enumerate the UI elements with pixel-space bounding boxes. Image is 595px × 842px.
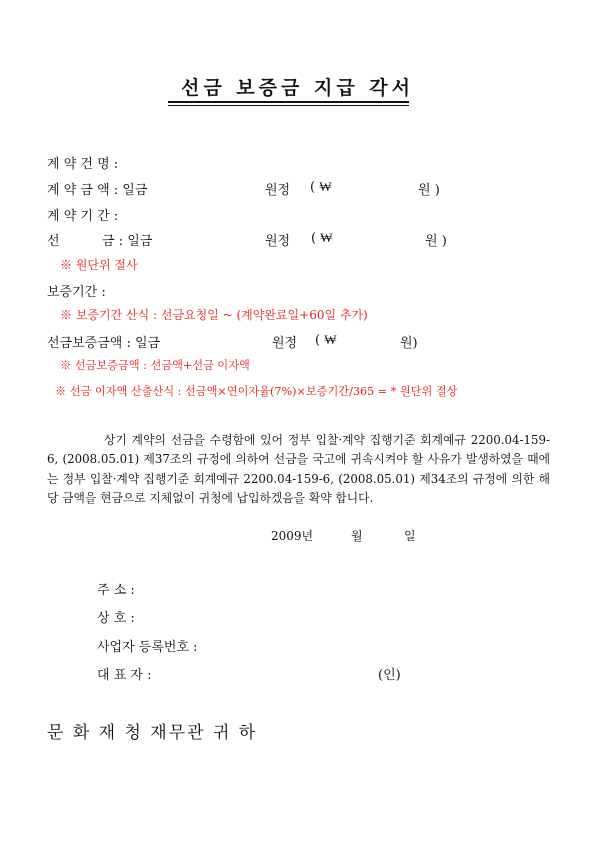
contract-name-label: 계 약 건 명 :	[47, 157, 119, 172]
guarantee-unit: 원)	[400, 336, 418, 351]
signer-biz-number-label: 사업자 등록번호 :	[97, 640, 198, 655]
signer-representative-label: 대 표 자 :	[97, 668, 152, 683]
contract-amount-label: 계 약 금 액 : 일금	[47, 183, 148, 198]
title-underline	[168, 101, 409, 103]
signer-company-label: 상 호 :	[97, 611, 135, 626]
guarantee-paren: ( ₩	[315, 333, 337, 348]
date-month: 월	[351, 529, 363, 543]
contract-amount-won: 원정	[265, 183, 291, 198]
guarantee-amount-label: 선금보증금액 : 일금	[47, 336, 161, 351]
signer-address-label: 주 소 :	[97, 583, 135, 598]
contract-amount-paren: ( ₩	[310, 180, 332, 195]
advance-unit: 원 )	[425, 234, 447, 249]
addressee: 문 화 재 청 재무관 귀 하	[47, 723, 258, 743]
date-day: 일	[404, 529, 416, 543]
note-guarantee-period: ※ 보증기간 산식 : 선금요청일 ~ (계약완료일+60일 추가)	[60, 308, 368, 322]
advance-paren: ( ₩	[311, 231, 333, 246]
seal-mark: (인)	[378, 668, 401, 683]
guarantee-won: 원정	[272, 336, 298, 351]
advance-label-a: 선	[47, 234, 60, 249]
note-guarantee-formula: ※ 선금보증금액 : 선금액+선금 이자액	[60, 359, 250, 372]
advance-won: 원정	[265, 234, 291, 249]
note-interest-formula: ※ 선금 이자액 산출산식 : 선금액×연이자율(7%)×보증기간/365 = * 원단위 절상	[55, 385, 458, 398]
advance-label-b: 금 : 일금	[102, 234, 153, 249]
date-year: 2009년	[271, 529, 314, 543]
title-underline-thin	[168, 105, 409, 106]
contract-period-label: 계 약 기 간 :	[47, 209, 119, 224]
guarantee-period-label: 보증기간 :	[47, 285, 106, 300]
page-title: 선금 보증금 지급 각서	[180, 77, 415, 99]
pledge-paragraph: 상기 계약의 선금을 수령함에 있어 정부 입찰·계약 집행기준 회계예규 2200.04-159-6, (2008.05.01) 제37조의 규정에 의하여 선금을 국고에 귀속시켜야 할 사유가 발생하였을 때에는 정부 입찰·계약 집행기준 회계예규 2200.04-159-6, (2008.05.01) 제34조의 규정에 의한 해당 금액을 현금으로 지체없이 귀청에 납입하겠음을 확약 합니다.	[47, 433, 550, 505]
contract-amount-unit: 원 )	[418, 183, 440, 198]
note-unit-cut: ※ 원단위 절사	[60, 258, 138, 272]
